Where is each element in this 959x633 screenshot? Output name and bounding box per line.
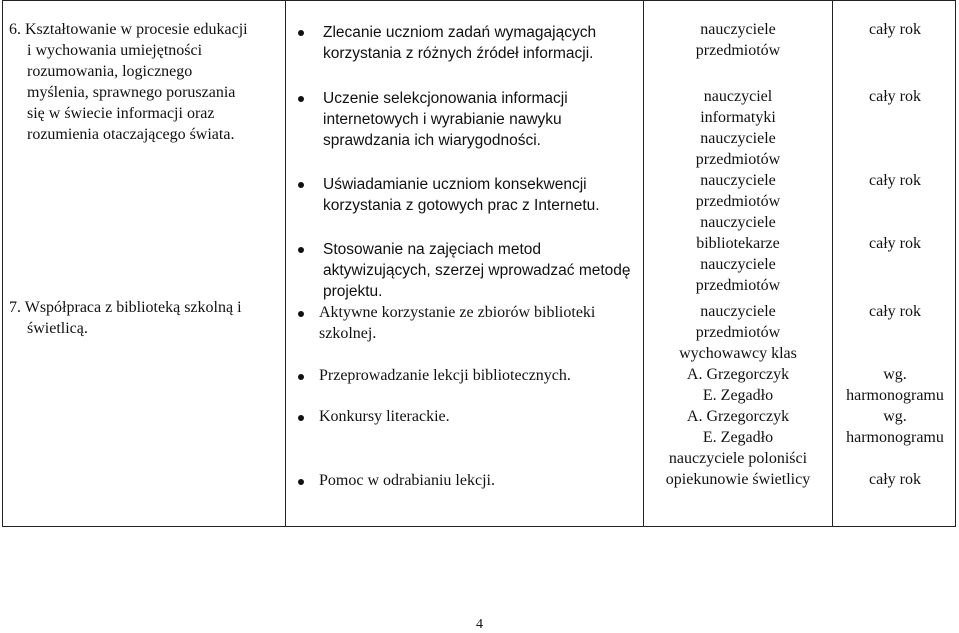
responsible-line: przedmiotów (695, 277, 781, 294)
responsible-line: informatyki (700, 109, 776, 126)
task-7-line-1: Konkursy literackie. (319, 408, 450, 425)
schedule-line: wg. (883, 366, 907, 383)
schedule-line: wg. (883, 408, 907, 425)
schedule-line: cały rok (869, 88, 921, 105)
schedule-line: cały rok (869, 21, 921, 38)
plan-table (2, 0, 956, 527)
responsible-line: nauczyciele (700, 256, 776, 273)
responsible-line: przedmiotów (695, 151, 781, 168)
responsible-line: A. Grzegorczyk (686, 366, 790, 383)
bullet-icon (298, 374, 304, 380)
responsible-line: A. Grzegorczyk (686, 408, 790, 425)
goal-7-line-2: świetlicą. (27, 320, 88, 337)
task-1-line-1: Zlecanie uczniom zadań wymagających (323, 24, 597, 41)
task-2-line-1: Uczenie selekcjonowania informacji (323, 90, 568, 107)
responsible-line: E. Zegadło (702, 429, 774, 446)
responsible-line: nauczyciele (700, 303, 776, 320)
page-number: 4 (476, 617, 483, 632)
responsible-line: opiekunowie świetlicy (665, 471, 811, 488)
schedule-line: cały rok (869, 471, 921, 488)
schedule-line: cały rok (869, 303, 921, 320)
responsible-line: nauczyciele (700, 21, 776, 38)
goal-7-line-1: 7. Współpraca z biblioteką szkolną i (9, 299, 242, 316)
schedule-line: harmonogramu (846, 387, 944, 404)
bullet-icon (298, 415, 304, 421)
responsible-line: bibliotekarze (696, 235, 780, 252)
goal-6-line-1: 6. Kształtowanie w procesie edukacji (9, 21, 248, 38)
bullet-icon (298, 247, 304, 253)
responsible-line: wychowawcy klas (679, 345, 797, 362)
goal-6-line-6: rozumienia otaczającego świata. (27, 126, 235, 143)
responsible-line: nauczyciel (703, 88, 773, 105)
task-2-line-2: internetowych i wyrabianie nawyku (323, 111, 562, 128)
task-4-line-3: projektu. (323, 283, 383, 300)
schedule-column (833, 1, 957, 526)
responsible-line: przedmiotów (695, 42, 781, 59)
schedule-line: cały rok (869, 172, 921, 189)
goal-6-line-4: myślenia, sprawnego poruszania (27, 84, 236, 101)
bullet-icon (298, 30, 304, 36)
task-4-line-1: Stosowanie na zajęciach metod (323, 241, 541, 258)
task-1-line-2: korzystania z różnych źródeł informacji. (323, 45, 594, 62)
responsible-line: nauczyciele (700, 172, 776, 189)
goal-6-line-3: rozumowania, logicznego (27, 63, 193, 80)
responsible-line: nauczyciele poloniści (668, 450, 808, 467)
tasks-column (286, 1, 644, 526)
responsible-line: przedmiotów (695, 193, 781, 210)
responsible-line: nauczyciele (700, 130, 776, 147)
goals-column (3, 1, 286, 526)
bullet-icon (298, 96, 304, 102)
bullet-icon (298, 311, 304, 317)
task-2-line-3: sprawdzania ich wiarygodności. (323, 132, 541, 149)
schedule-line: harmonogramu (846, 429, 944, 446)
bullet-icon (298, 479, 304, 485)
task-5-line-2: szkolnej. (319, 325, 377, 342)
task-4-line-2: aktywizujących, szerzej wprowadzać metodę (323, 262, 631, 279)
task-5-line-1: Aktywne korzystanie ze zbiorów biblioteki (319, 304, 596, 321)
goal-6-line-2: i wychowania umiejętności (27, 42, 203, 59)
task-6-line-1: Przeprowadzanie lekcji bibliotecznych. (319, 367, 571, 384)
task-8-line-1: Pomoc w odrabianiu lekcji. (319, 472, 495, 489)
responsible-column (644, 1, 833, 526)
schedule-line: cały rok (869, 235, 921, 252)
bullet-icon (298, 182, 304, 188)
responsible-line: E. Zegadło (702, 387, 774, 404)
goal-6-line-5: się w świecie informacji oraz (27, 105, 215, 122)
responsible-line: nauczyciele (700, 214, 776, 231)
responsible-line: przedmiotów (695, 324, 781, 341)
task-3-line-2: korzystania z gotowych prac z Internetu. (323, 197, 600, 214)
task-3-line-1: Uświadamianie uczniom konsekwencji (323, 176, 587, 193)
